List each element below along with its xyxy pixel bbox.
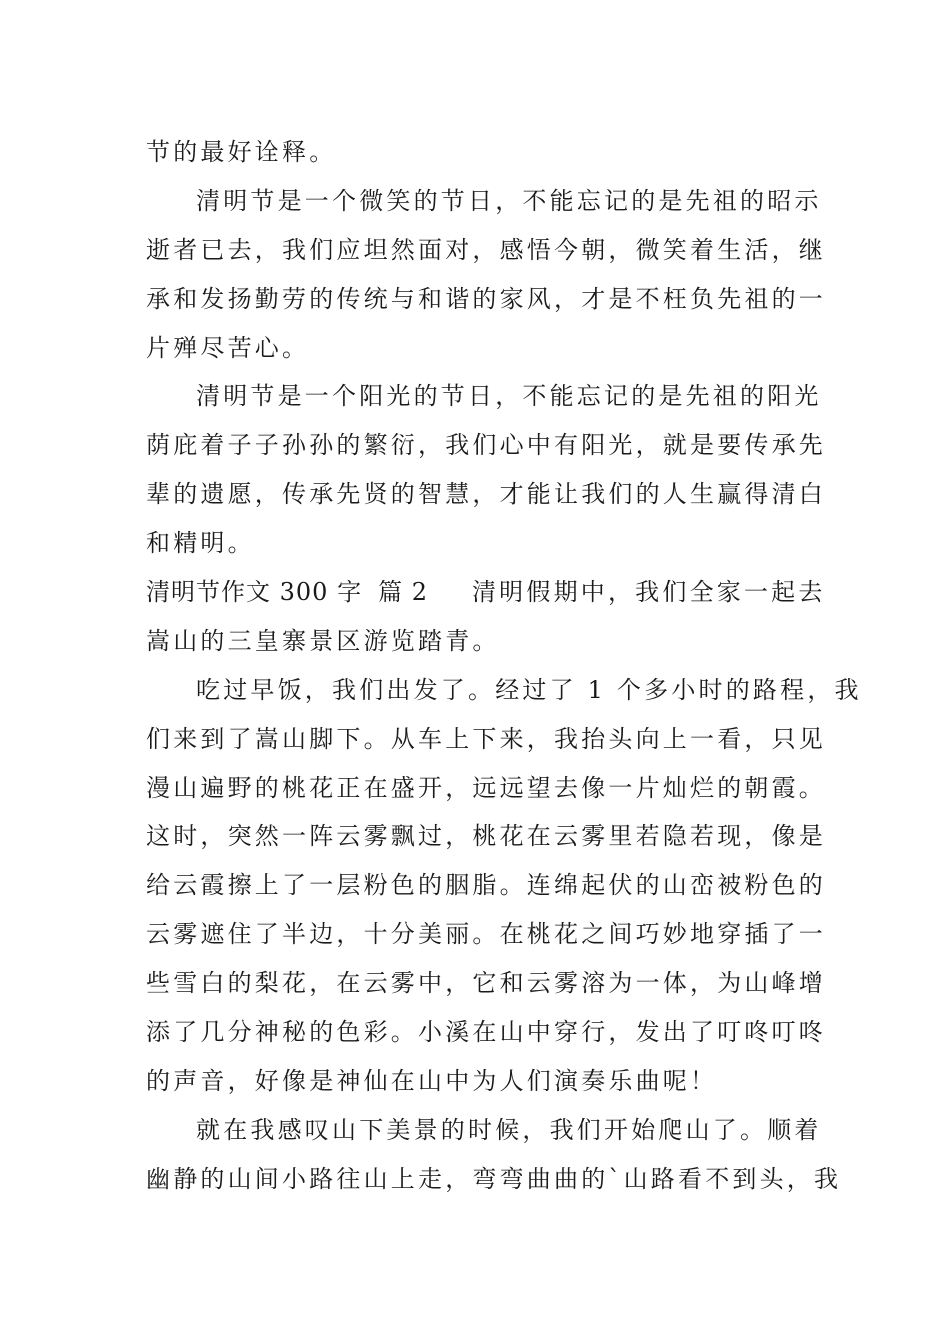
text-line: 给云霞擦上了一层粉色的胭脂。连绵起伏的山峦被粉色的 (146, 871, 826, 900)
document-page (146, 128, 862, 1204)
paragraph-start: 清明节是一个微笑的节日，不能忘记的是先祖的昭示 (196, 186, 822, 215)
text-line: 云雾遮住了半边，十分美丽。在桃花之间巧妙地穿插了一 (146, 920, 826, 949)
text-line: 漫山遍野的桃花正在盛开，远远望去像一片灿烂的朝霞。 (146, 773, 826, 802)
text-line: 的声音，好像是神仙在山中为人们演奏乐曲呢！ (146, 1066, 718, 1095)
text-line: 辈的遗愿，传承先贤的智慧，才能让我们的人生赢得清白 (146, 480, 826, 509)
text-line: 添了几分神秘的色彩。小溪在山中穿行，发出了叮咚叮咚 (146, 1018, 826, 1047)
text-line: 幽静的山间小路往山上走，弯弯曲曲的`山路看不到头，我 (146, 1164, 842, 1193)
text-line: 荫庇着子子孙孙的繁衍，我们心中有阳光，就是要传承先 (146, 431, 826, 460)
text-line: 节的最好诠释。 (146, 138, 337, 166)
text-line: 片殚尽苦心。 (146, 333, 310, 362)
text-line: 些雪白的梨花，在云雾中，它和云雾溶为一体，为山峰增 (146, 969, 826, 998)
text-line: 们来到了嵩山脚下。从车上下来，我抬头向上一看，只见 (146, 724, 826, 753)
essay-number: 篇 2 (378, 578, 428, 607)
paragraph-start: 清明节是一个阳光的节日，不能忘记的是先祖的阳光 (196, 382, 822, 411)
essay-heading-line (146, 568, 826, 617)
paragraph-start: 就在我感叹山下美景的时候，我们开始爬山了。顺着 (196, 1115, 822, 1144)
essay-first-line: 清明假期中，我们全家一起去 (471, 578, 826, 607)
text-line: 这时，突然一阵云雾飘过，桃花在云雾里若隐若现，像是 (146, 822, 826, 851)
text-line: 承和发扬勤劳的传统与和谐的家风，才是不枉负先祖的一 (146, 284, 826, 313)
text-line: 逝者已去，我们应坦然面对，感悟今朝，微笑着生活，继 (146, 235, 826, 264)
paragraph-start: 吃过早饭，我们出发了。经过了 1 个多小时的路程，我 (196, 675, 862, 704)
text-line: 嵩山的三皇寨景区游览踏青。 (146, 626, 500, 655)
essay-title: 清明节作文 300 字 (146, 578, 363, 607)
text-line: 和精明。 (146, 529, 255, 558)
